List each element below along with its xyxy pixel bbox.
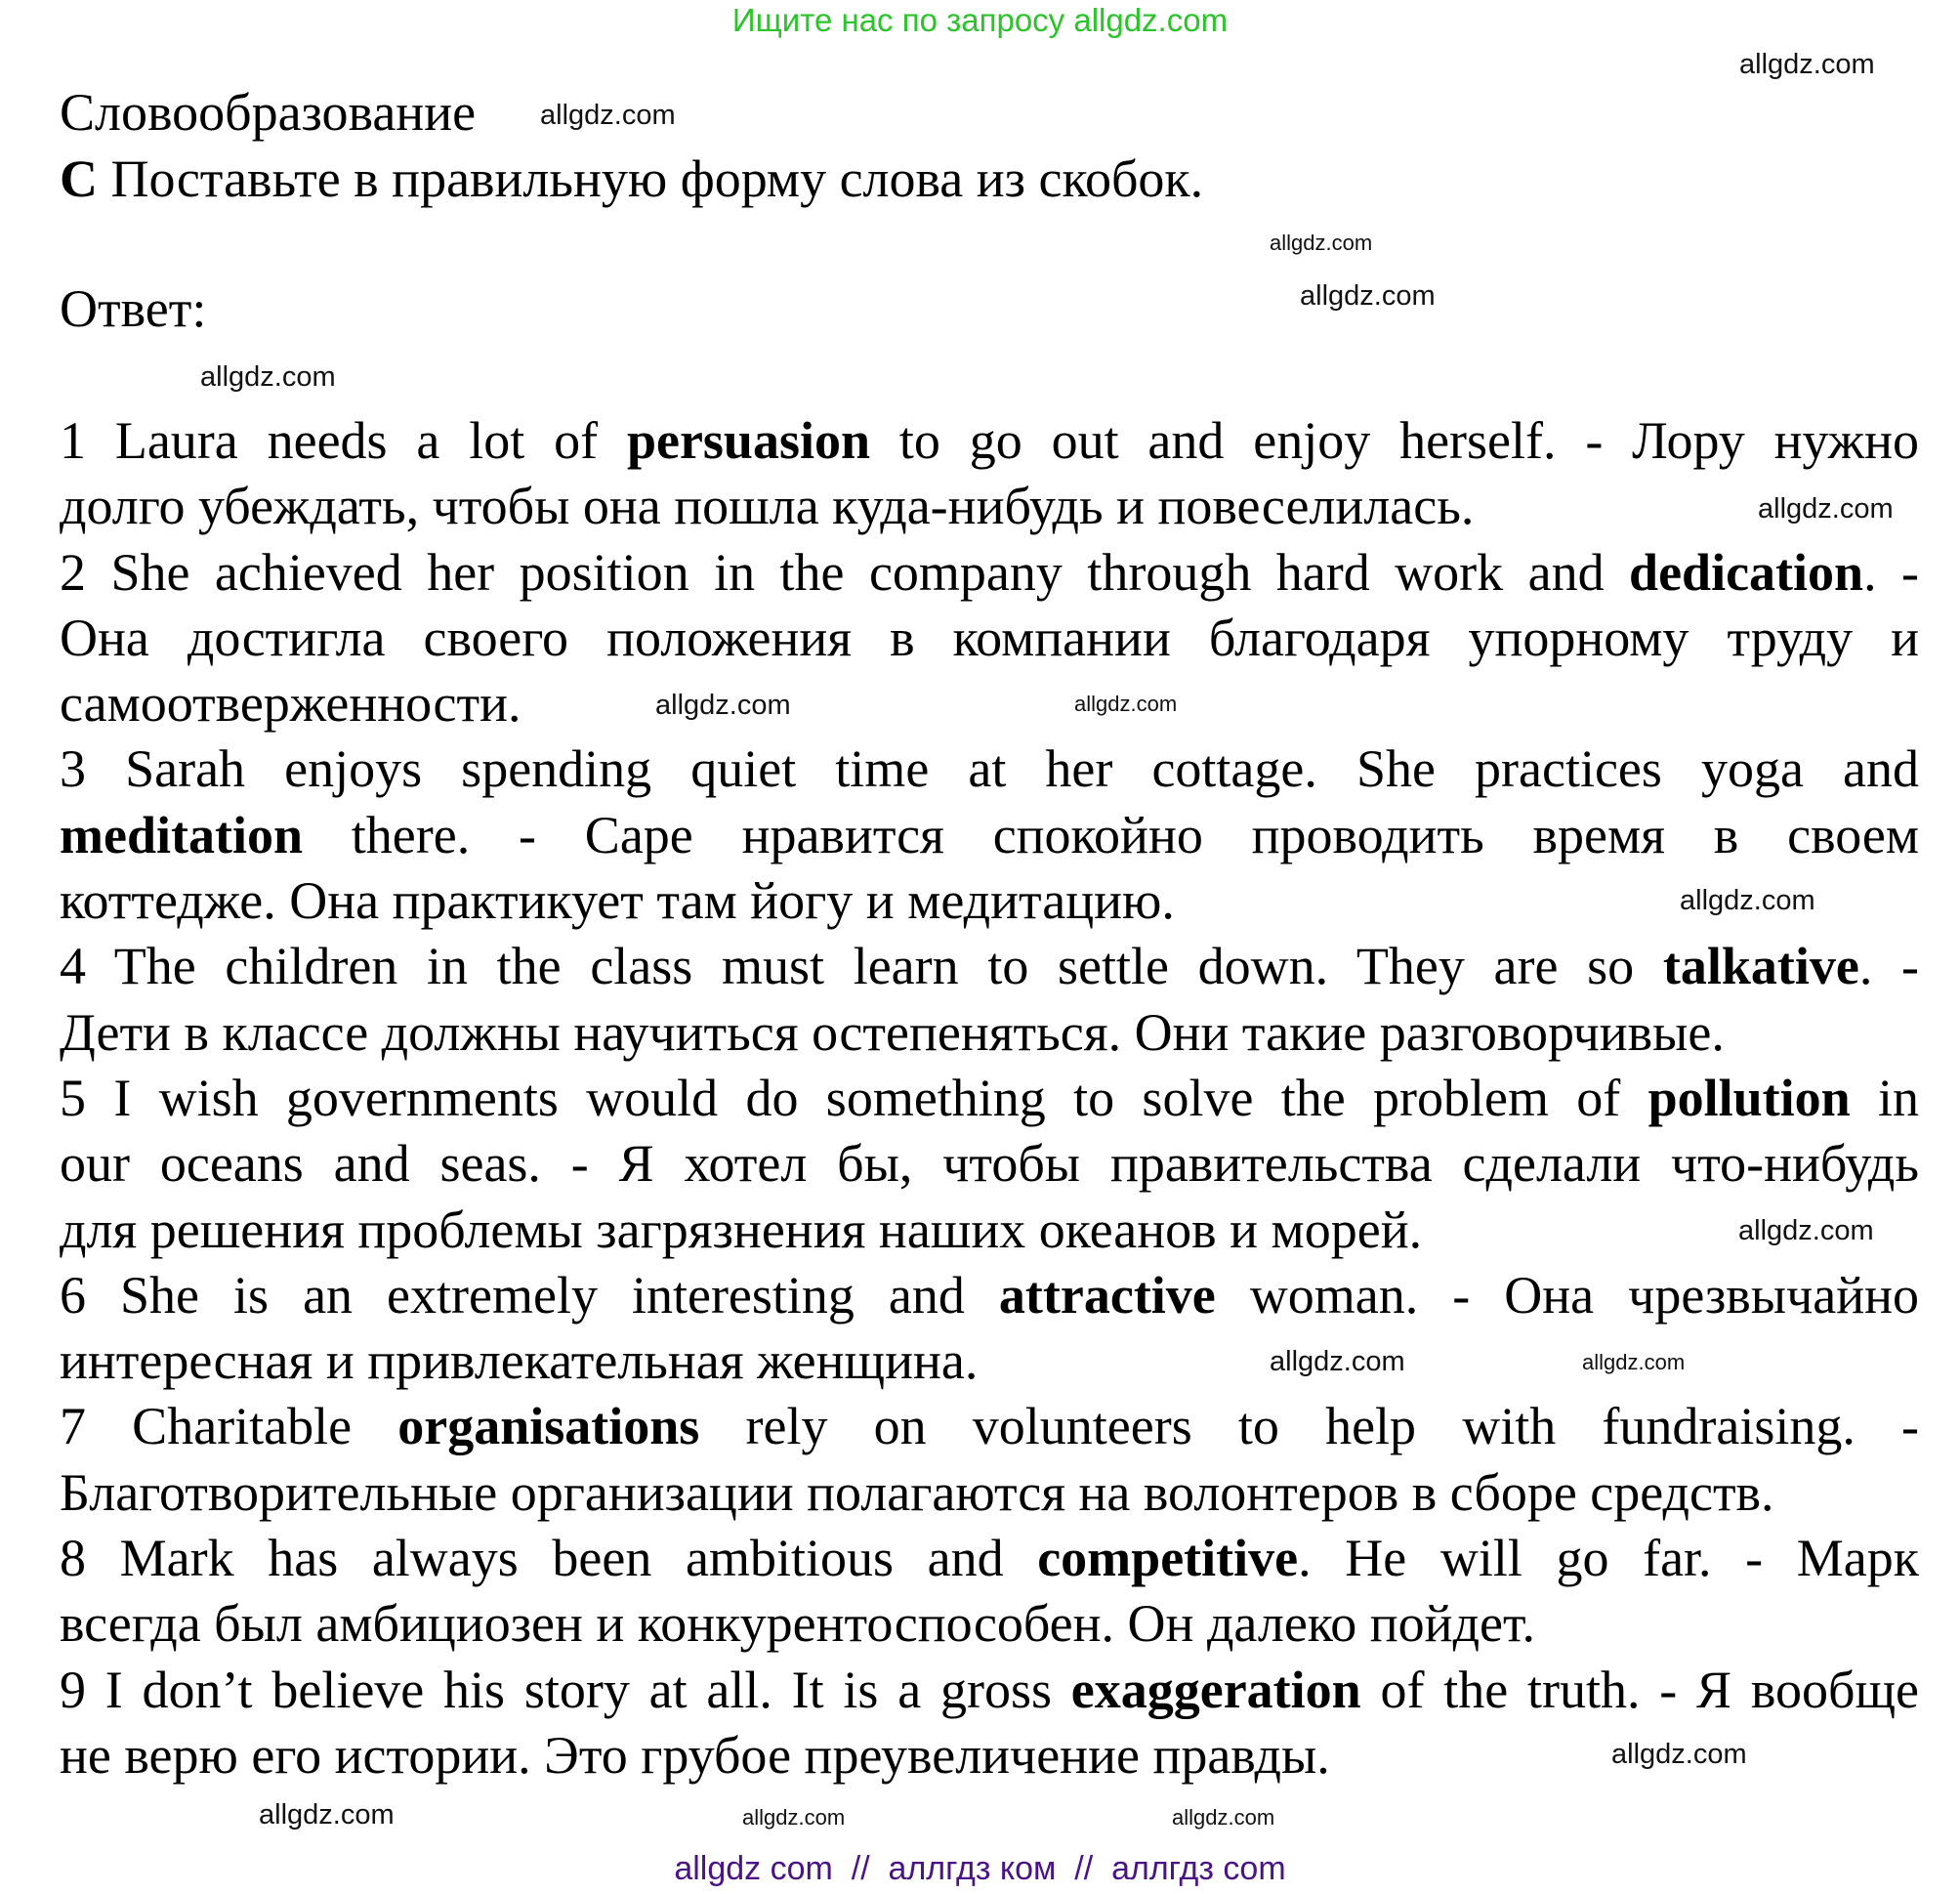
watermark: allgdz.com (1270, 231, 1373, 255)
answer-item (60, 540, 1919, 737)
watermark: allgdz.com (655, 690, 791, 721)
answer-text: 7 Charitable (60, 1397, 398, 1456)
answer-line (60, 1198, 1919, 1263)
answer-text: . He will go far. - Марк (1298, 1529, 1920, 1588)
answer-text: . - (1858, 937, 1920, 996)
task-instruction (60, 147, 1203, 212)
answer-text: to go out and enjoy herself. - Лору нужно (870, 411, 1920, 470)
answer-text: Она достигла своего положения в компании благодаря упорному труду и (60, 608, 1919, 667)
answer-text: Благотворительные организации полагаются на волонтеров в сборе средств. (60, 1462, 1774, 1522)
answer-line (60, 1591, 1919, 1657)
answer-line (60, 671, 1919, 737)
page-title (60, 80, 476, 146)
answer-word: exaggeration (1070, 1660, 1361, 1719)
answer-item (60, 1066, 1919, 1263)
answer-text: для решения проблемы загрязнения наших океанов и морей. (60, 1200, 1423, 1259)
answer-text: 3 Sarah enjoys spending quiet time at her cottage. She practices yoga and (60, 739, 1919, 799)
answer-text: our oceans and seas. - Я хотел бы, чтобы правительства сделали что-нибудь (60, 1134, 1919, 1194)
answer-line (60, 934, 1919, 999)
answer-item (60, 1394, 1919, 1526)
answer-text: 2 She achieved her position in the company through hard work and (60, 542, 1630, 602)
watermark: allgdz.com (1739, 49, 1875, 80)
watermark: allgdz.com (1738, 1215, 1874, 1246)
answer-line (60, 1526, 1919, 1591)
watermark: allgdz.com (1270, 1346, 1405, 1377)
watermark: allgdz.com (1582, 1350, 1686, 1374)
watermark: allgdz.com (1172, 1805, 1275, 1830)
answer-word: meditation (60, 805, 303, 864)
answer-line (60, 868, 1919, 934)
answer-text: 9 I don’t believe his story at all. It is a gross (60, 1660, 1071, 1719)
watermark: allgdz.com (540, 100, 676, 131)
answer-item (60, 934, 1919, 1066)
answer-text: 8 Mark has always been ambitious and (60, 1529, 1038, 1588)
answer-text: 4 The children in the class must learn to settle down. They are so (60, 937, 1663, 996)
answer-label: Ответ: (60, 279, 207, 338)
answer-word: organisations (397, 1397, 700, 1456)
answer-text: самоотверженности. (60, 674, 521, 734)
answer-line (60, 540, 1919, 606)
answer-line (60, 1000, 1919, 1066)
task-letter: С (60, 149, 98, 208)
answer-line (60, 737, 1919, 802)
watermark: allgdz.com (1300, 280, 1436, 312)
answer-text: 5 I wish governments would do something to solve the problem of (60, 1068, 1648, 1127)
title-text: Словообразование (60, 83, 477, 142)
answer-line (60, 1066, 1919, 1131)
answers-list (60, 408, 1919, 1789)
answer-text: there. - Саре нравится спокойно проводить время в своем (303, 805, 1919, 864)
watermark: allgdz.com (742, 1805, 846, 1830)
answer-text: rely on volunteers to help with fundraising. - (699, 1397, 1919, 1456)
answer-line (60, 1263, 1919, 1328)
answer-word: competitive (1037, 1529, 1299, 1588)
answer-word: pollution (1647, 1068, 1851, 1127)
answer-line (60, 1394, 1919, 1459)
watermark: allgdz.com (1758, 493, 1894, 525)
answer-text: 1 Laura needs a lot of (60, 411, 627, 470)
answer-text: . - (1863, 542, 1919, 602)
answer-text: 6 She is an extremely interesting and (60, 1265, 999, 1325)
answer-word: attractive (998, 1265, 1216, 1325)
answer-text: Дети в классе должны научиться остепеняться. Они такие разговорчивые. (60, 1002, 1725, 1062)
answer-word: persuasion (626, 411, 871, 470)
watermark: allgdz.com (1680, 885, 1815, 916)
answer-item (60, 408, 1919, 540)
watermark: allgdz.com (1611, 1739, 1747, 1770)
watermark: allgdz.com (200, 361, 336, 393)
answer-text: woman. - Она чрезвычайно (1215, 1265, 1919, 1325)
task-text: Поставьте в правильную форму слова из скобок. (98, 149, 1204, 208)
answer-item (60, 737, 1919, 934)
answer-line (60, 1658, 1919, 1723)
answer-text: всегда был амбициозен и конкурентоспособен. Он далеко пойдет. (60, 1594, 1536, 1654)
footer-links: allgdz com // аллгдз ком // аллгдз com (674, 1850, 1286, 1887)
answer-text: of the truth. - Я вообще (1360, 1660, 1919, 1719)
answer-text: коттедже. Она практикует там йогу и медитацию. (60, 871, 1175, 931)
answer-line (60, 1131, 1919, 1197)
answer-text: не верю его истории. Это грубое преувеличение правды. (60, 1725, 1330, 1785)
answer-text: in (1850, 1068, 1919, 1127)
answer-word: talkative (1662, 937, 1859, 996)
answer-text: интересная и привлекательная женщина. (60, 1331, 979, 1391)
answer-text: долго убеждать, чтобы она пошла куда-нибудь и повеселилась. (60, 477, 1475, 536)
answer-line (60, 1460, 1919, 1526)
answer-line (60, 408, 1919, 474)
search-banner: Ищите нас по запросу allgdz.com (731, 2, 1229, 38)
watermark: allgdz.com (1074, 692, 1178, 716)
watermark: allgdz.com (259, 1799, 395, 1831)
answer-item (60, 1526, 1919, 1658)
answer-line (60, 803, 1919, 868)
answer-line (60, 606, 1919, 671)
answer-word: dedication (1629, 542, 1864, 602)
answer-line (60, 474, 1919, 539)
